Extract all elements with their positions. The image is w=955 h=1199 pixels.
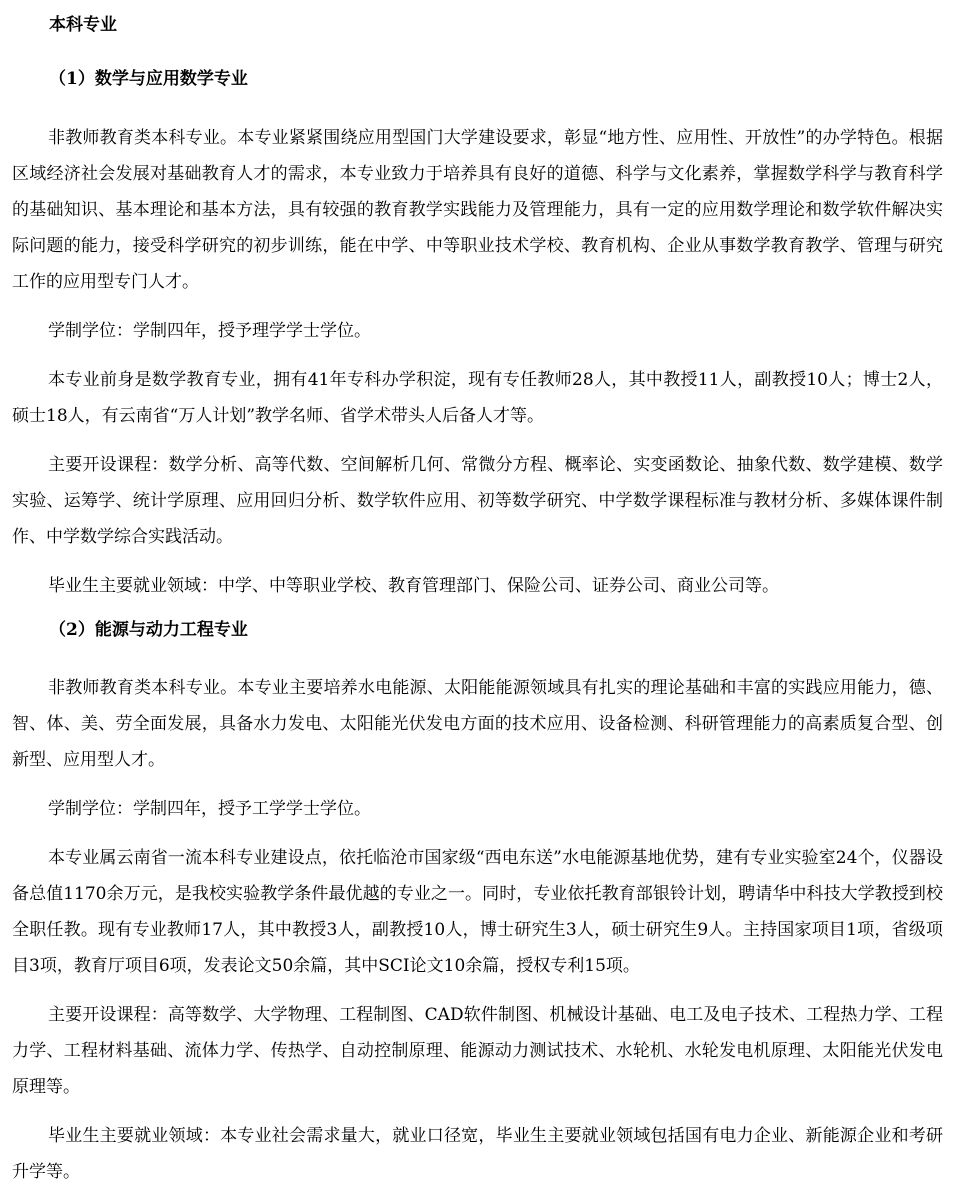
energy-history-paragraph: 本专业属云南省一流本科专业建设点，依托临沧市国家级“西电东送”水电能源基地优势，建有专业实验室24个，仪器设备总值1170余万元，是我校实验教学条件最优越的专业之一。同时，专业依托教育部银铃计划，聘请华中科技大学教授到校全职任教。现有专业教师17人，其中教授3人，副教授10人，博士研究生3人，硕士研究生9人。主持国家项目1项，省级项目3项，教育厅项目6项，发表论文50余篇，其中SCI论文10余篇，授权专利15项。 xyxy=(12,848,943,976)
energy-employment-paragraph: 毕业生主要就业领域：本专业社会需求量大，就业口径宽，毕业生主要就业领域包括国有电力企业、新能源企业和考研升学等。 xyxy=(12,1126,943,1182)
math-history-paragraph: 本专业前身是数学教育专业，拥有41年专科办学积淀，现有专任教师28人，其中教授11人，副教授10人；博士2人，硕士18人，有云南省“万人计划”教学名师、省学术带头人后备人才等。 xyxy=(12,370,943,426)
math-intro-paragraph: 非教师教育类本科专业。本专业紧紧围绕应用型国门大学建设要求，彰显“地方性、应用性、开放性”的办学特色。根据区域经济社会发展对基础教育人才的需求，本专业致力于培养具有良好的道德、科学与文化素养，掌握数学科学与教育科学的基础知识、基本理论和基本方法，具有较强的教育教学实践能力及管理能力，具有一定的应用数学理论和数学软件解决实际问题的能力，接受科学研究的初步训练，能在中学、中等职业技术学校、教育机构、企业从事数学教育教学、管理与研究工作的应用型专门人才。 xyxy=(12,128,943,292)
energy-degree-paragraph: 学制学位：学制四年，授予工学学士学位。 xyxy=(48,799,371,819)
energy-courses-paragraph: 主要开设课程：高等数学、大学物理、工程制图、CAD软件制图、机械设计基础、电工及电子技术、工程热力学、工程力学、工程材料基础、流体力学、传热学、自动控制原理、能源动力测试技术、水轮机、水轮发电机原理、太阳能光伏发电原理等。 xyxy=(12,1005,943,1097)
page-title: 本科专业 xyxy=(49,15,117,35)
math-courses-paragraph: 主要开设课程：数学分析、高等代数、空间解析几何、常微分方程、概率论、实变函数论、抽象代数、数学建模、数学实验、运筹学、统计学原理、应用回归分析、数学软件应用、初等数学研究、中学数学课程标准与教材分析、多媒体课件制作、中学数学综合实践活动。 xyxy=(12,455,943,547)
major-heading-math: （1）数学与应用数学专业 xyxy=(49,69,248,89)
math-employment-paragraph: 毕业生主要就业领域：中学、中等职业学校、教育管理部门、保险公司、证券公司、商业公司等。 xyxy=(48,576,779,596)
math-degree-paragraph: 学制学位：学制四年，授予理学学士学位。 xyxy=(48,321,371,341)
energy-intro-paragraph: 非教师教育类本科专业。本专业主要培养水电能源、太阳能能源领域具有扎实的理论基础和丰富的实践应用能力，德、智、体、美、劳全面发展，具备水力发电、太阳能光伏发电方面的技术应用、设备检测、科研管理能力的高素质复合型、创新型、应用型人才。 xyxy=(12,678,943,770)
major-heading-energy: （2）能源与动力工程专业 xyxy=(49,620,248,640)
